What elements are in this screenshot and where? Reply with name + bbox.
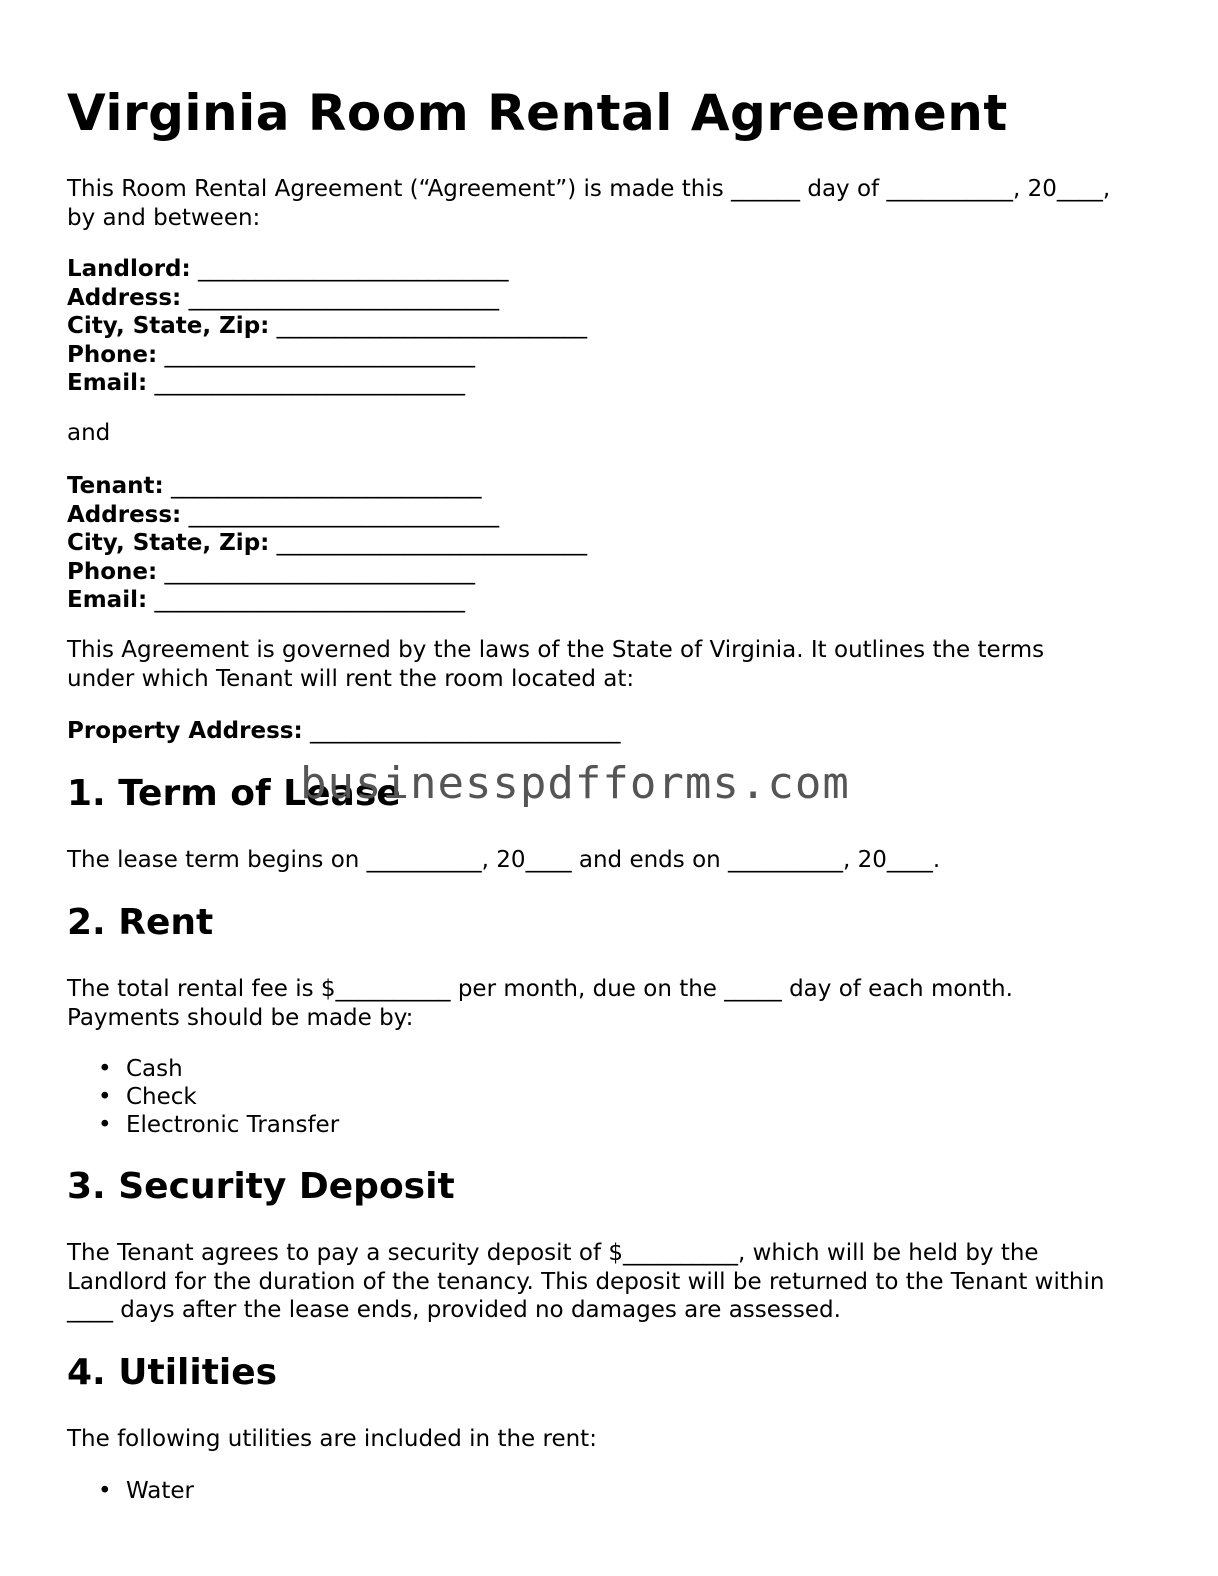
landlord-name-field	[67, 255, 587, 284]
section-heading-rent: 2. Rent	[67, 902, 214, 943]
rent-line-2: Payments should be made by:	[67, 1004, 414, 1031]
field-blank: ___________________________	[188, 501, 500, 528]
governed-line-1: This Agreement is governed by the laws of the State of Virginia. It outlines the terms	[67, 637, 1045, 663]
field-blank: ___________________________	[171, 473, 482, 499]
tenant-name-field	[67, 472, 587, 501]
tenant-phone-field	[67, 558, 587, 587]
field-blank: ___________________________	[309, 718, 621, 744]
list-item: • Cash	[67, 1055, 339, 1083]
document-title: Virginia Room Rental Agreement	[67, 84, 1008, 142]
payment-methods-list	[67, 1055, 339, 1140]
field-label: City, State, Zip:	[67, 530, 270, 556]
deposit-line-2: Landlord for the duration of the tenancy. This deposit will be returned to the Tenant within	[67, 1268, 1105, 1295]
tenant-email-field	[67, 586, 587, 615]
intro-line-2: by and between:	[67, 204, 261, 231]
intro-paragraph	[67, 175, 1110, 232]
list-item: • Check	[67, 1083, 339, 1111]
governed-line-2: under which Tenant will rent the room located at:	[67, 665, 635, 692]
field-blank: ___________________________	[164, 558, 476, 585]
field-blank: ___________________________	[188, 284, 500, 311]
property-address-field	[67, 717, 620, 746]
field-blank: ___________________________	[198, 256, 509, 282]
watermark-text: businesspdfforms.com	[300, 758, 850, 809]
field-label: Email:	[67, 587, 148, 613]
deposit-line-3: ____ days after the lease ends, provided no damages are assessed.	[67, 1297, 841, 1323]
field-label: Phone:	[67, 341, 158, 368]
field-label: Email:	[67, 370, 148, 396]
intro-line-1: This Room Rental Agreement (“Agreement”) is made this ______ day of ___________, 20____,	[67, 176, 1111, 202]
term-text: The lease term begins on __________, 20____ and ends on __________, 20____.	[67, 847, 941, 873]
field-blank: ___________________________	[154, 370, 465, 396]
utilities-text: The following utilities are included in the rent:	[67, 1426, 597, 1452]
tenant-address-field	[67, 501, 587, 530]
deposit-line-1: The Tenant agrees to pay a security deposit of $__________, which will be held by the	[67, 1240, 1039, 1266]
and-text: and	[67, 420, 111, 446]
field-label: Address:	[67, 284, 182, 311]
landlord-address-field	[67, 284, 587, 313]
deposit-paragraph	[67, 1239, 1104, 1325]
field-blank: ___________________________	[154, 587, 465, 613]
landlord-phone-field	[67, 341, 587, 370]
tenant-block	[67, 472, 587, 615]
field-label: Phone:	[67, 558, 158, 585]
section-heading-term: 1. Term of Lease	[67, 773, 401, 814]
field-label: Property Address:	[67, 718, 303, 744]
rent-paragraph	[67, 975, 1013, 1032]
landlord-block	[67, 255, 587, 398]
list-item: • Water	[67, 1477, 194, 1505]
field-blank: ___________________________	[164, 341, 476, 368]
list-item: • Electronic Transfer	[67, 1111, 339, 1139]
utilities-list	[67, 1477, 194, 1505]
field-blank: ___________________________	[276, 313, 588, 339]
tenant-city-field	[67, 529, 587, 558]
field-blank: ___________________________	[276, 530, 588, 556]
rent-line-1: The total rental fee is $__________ per month, due on the _____ day of each month.	[67, 976, 1013, 1002]
field-label: Landlord:	[67, 256, 191, 282]
governed-paragraph	[67, 636, 1044, 693]
field-label: Tenant:	[67, 473, 164, 499]
field-label: City, State, Zip:	[67, 313, 270, 339]
field-label: Address:	[67, 501, 182, 528]
section-heading-utilities: 4. Utilities	[67, 1352, 278, 1393]
landlord-city-field	[67, 312, 587, 341]
section-heading-deposit: 3. Security Deposit	[67, 1166, 455, 1207]
landlord-email-field	[67, 369, 587, 398]
